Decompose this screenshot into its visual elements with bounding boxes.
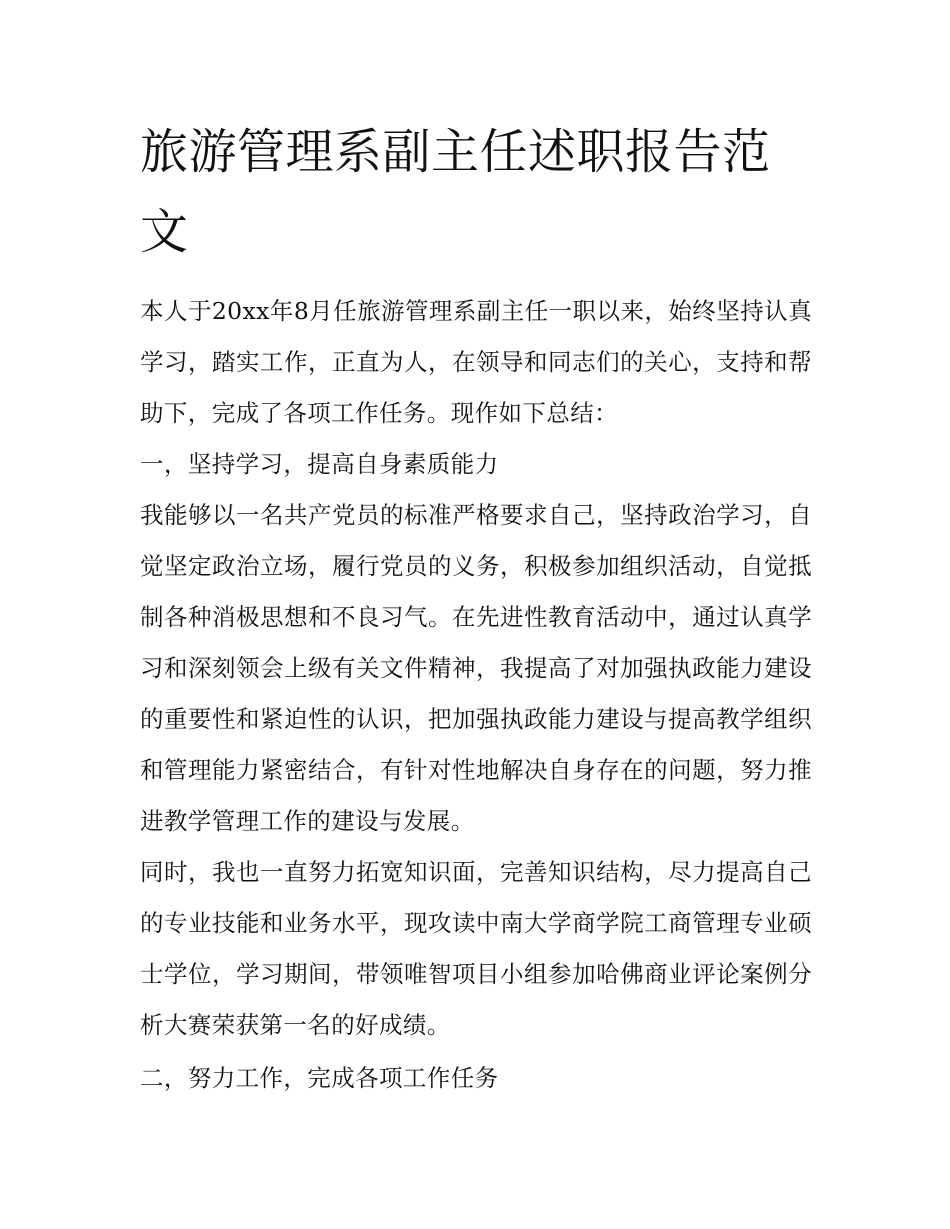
section-1-paragraph-2: 同时，我也一直努力拓宽知识面，完善知识结构，尽力提高自己的专业技能和业务水平，现攻读中南大学商学院工商管理专业硕士学位，学习期间，带领唯智项目小组参加哈佛商业评论案例分析大赛荣获第一名的好成绩。 bbox=[140, 858, 812, 1039]
section-1-paragraph-1: 我能够以一名共产党员的标准严格要求自己，坚持政治学习，自觉坚定政治立场，履行党员的义务，积极参加组织活动，自觉抵制各种消极思想和不良习气。在先进性教育活动中，通过认真学习和深刻领会上级有关文件精神，我提高了对加强执政能力建设的重要性和紧迫性的认识，把加强执政能力建设与提高教学组织和管理能力紧密结合，有针对性地解决自身存在的问题，努力推进教学管理工作的建设与发展。 bbox=[140, 501, 812, 835]
document-title: 旅游管理系副主任述职报告范文 bbox=[140, 124, 771, 260]
section-heading-1: 一，坚持学习，提高自身素质能力 bbox=[140, 450, 499, 478]
document-body bbox=[140, 112, 812, 1104]
section-heading-2: 二，努力工作，完成各项工作任务 bbox=[140, 1064, 499, 1092]
intro-paragraph: 本人于20xx年8月任旅游管理系副主任一职以来，始终坚持认真学习，踏实工作，正直为人，在领导和同志们的关心，支持和帮助下，完成了各项工作任务。现作如下总结： bbox=[140, 297, 812, 427]
